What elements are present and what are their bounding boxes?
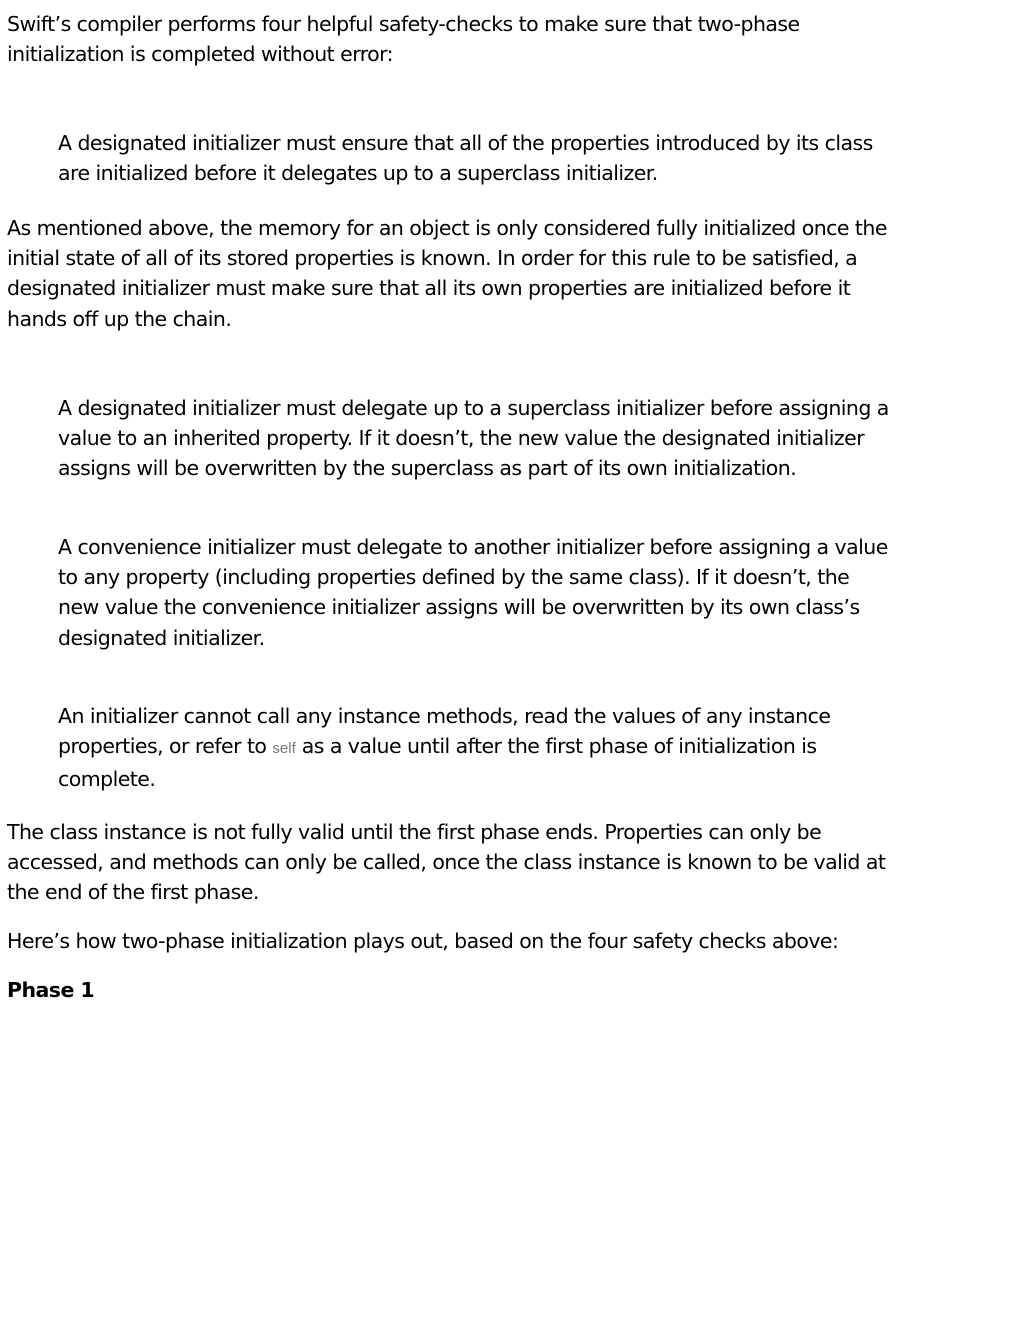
explanation-paragraph-2	[7, 817, 885, 908]
text-line: designated initializer must make sure that all its own properties are initialized before it	[7, 276, 851, 301]
text-line: The class instance is not fully valid until the first phase ends. Properties can only be	[7, 820, 822, 844]
text-line: value to an inherited property. If it doesn’t, the new value the designated initializer	[58, 426, 865, 451]
text-line: An initializer cannot call any instance methods, read the values of any instance	[58, 704, 831, 728]
safety-check-1	[58, 128, 873, 188]
text-line: Here’s how two-phase initialization plays out, based on the four safety checks above:	[7, 929, 839, 953]
explanation-paragraph-3	[7, 926, 838, 956]
text-line: A convenience initializer must delegate to another initializer before assigning a value	[58, 535, 888, 559]
safety-check-4	[58, 701, 830, 795]
text-line: designated initializer.	[58, 625, 265, 650]
text-line: A designated initializer must delegate up to a superclass initializer before assigning a	[58, 396, 889, 420]
safety-check-3	[58, 532, 888, 653]
text-line: initialization is completed without error:	[7, 42, 394, 67]
text-line: complete.	[58, 767, 156, 792]
text-line: Swift’s compiler performs four helpful safety-checks to make sure that two-phase	[7, 12, 800, 36]
inline-code: self	[272, 740, 296, 758]
section-heading: Phase 1	[7, 978, 95, 1002]
text-line: to any property (including properties defined by the same class). If it doesn’t, the	[58, 565, 850, 590]
text-line: hands off up the chain.	[7, 306, 232, 331]
text-line: As mentioned above, the memory for an object is only considered fully initialized once the	[7, 216, 887, 240]
safety-check-2	[58, 393, 889, 484]
text-line	[58, 731, 830, 764]
text-segment: properties, or refer to	[58, 734, 273, 759]
text-segment: as a value until after the first phase of initialization is	[295, 734, 817, 759]
text-line: the end of the first phase.	[7, 880, 259, 905]
intro-paragraph	[7, 9, 800, 69]
text-line: initial state of all of its stored properties is known. In order for this rule to be satisfied, a	[7, 246, 858, 271]
explanation-paragraph-1	[7, 213, 887, 334]
text-line: new value the convenience initializer assigns will be overwritten by its own class’s	[58, 595, 860, 620]
text-line: assigns will be overwritten by the superclass as part of its own initialization.	[58, 456, 797, 481]
text-line: A designated initializer must ensure that all of the properties introduced by its class	[58, 131, 873, 155]
text-line: accessed, and methods can only be called, once the class instance is known to be valid at	[7, 850, 886, 875]
text-line: are initialized before it delegates up to a superclass initializer.	[58, 161, 658, 186]
